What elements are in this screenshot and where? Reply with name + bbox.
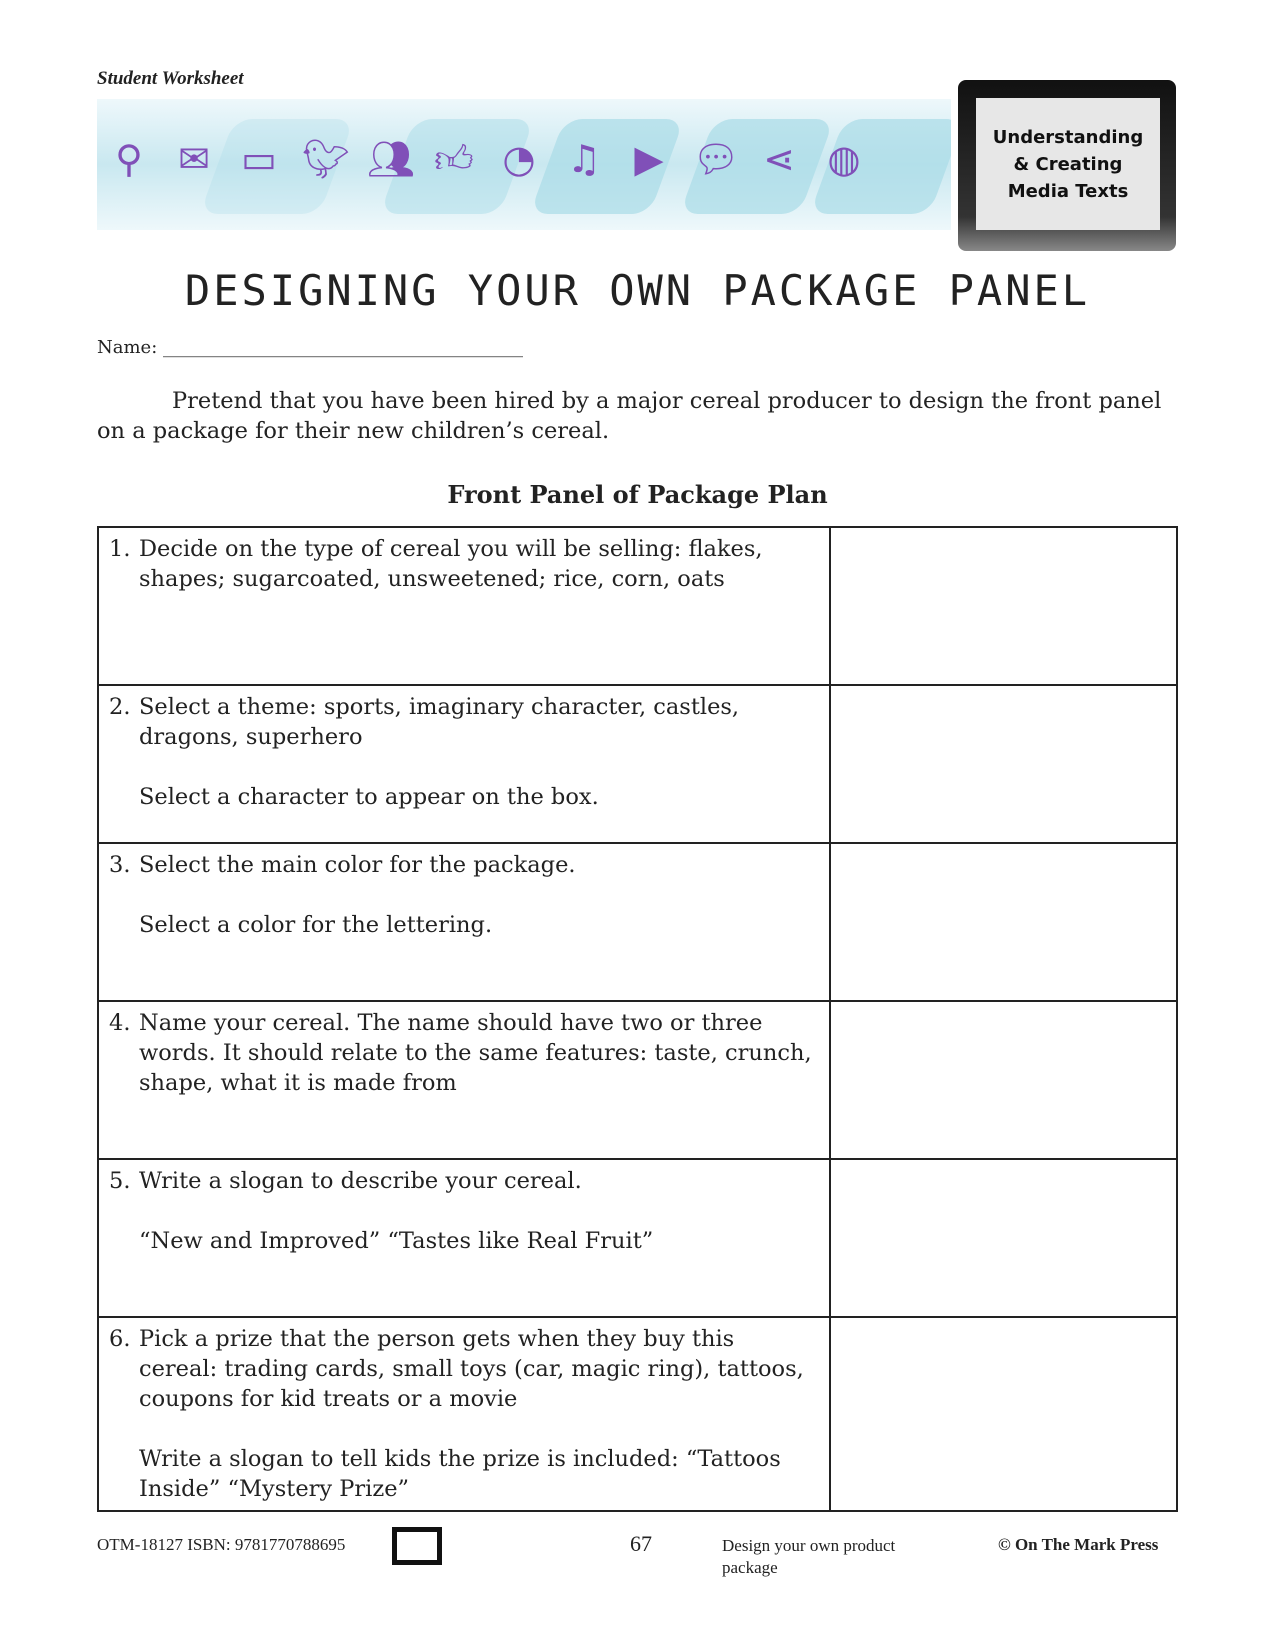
mail-icon: ✉ [178,137,210,181]
twitter-bird-icon: 🐦︎ [302,137,351,181]
prompt-text-2: “New and Improved” “Tastes like Real Fruit” [139,1228,654,1254]
prompt-cell [98,685,830,843]
rss-icon: ◔ [502,137,536,181]
answer-cell[interactable] [830,1159,1177,1317]
chat-bubbles-icon: 💬︎ [692,137,741,181]
item-number: 5. [109,1168,131,1194]
prompt-text: Select the main color for the package. [139,852,576,878]
play-icon: ▶ [634,137,664,181]
search-icon: ⚲ [115,137,143,181]
item-number: 4. [109,1010,131,1036]
footer-description: Design your own product package [722,1536,896,1577]
series-line: Media Texts [1007,180,1129,202]
plan-table [97,526,1178,1512]
people-icon: 👥︎ [367,137,416,181]
name-field[interactable]: Name: ________________________________________ [97,337,523,358]
footer-code: OTM-18127 ISBN: 9781770788695 [97,1535,346,1554]
prompt-cell [98,527,830,685]
prompt-cell [98,1317,830,1511]
item-number: 3. [109,852,131,878]
prompt-text-2: Select a character to appear on the box. [139,784,599,810]
thumbs-up-icon: 👍︎ [434,137,474,181]
page-number: 67 [630,1531,652,1556]
prompt-text: Pick a prize that the person gets when they buy this cereal: trading cards, small toys (car, magic ring), tattoos, coupons for kid treats or a movie [139,1326,804,1412]
series-line: Understanding [992,126,1144,148]
prompt-cell [98,843,830,1001]
intro-paragraph: Pretend that you have been hired by a major cereal producer to design the front panel on a package for their new children’s cereal. [97,388,1162,444]
table-row [98,843,1177,1001]
share-icon: ⋖ [763,137,795,181]
copyright: © On The Mark Press [998,1535,1159,1554]
copier-icon [392,1527,442,1565]
table-row [98,1159,1177,1317]
student-worksheet-label: Student Worksheet [97,68,244,89]
page-title: DESIGNING YOUR OWN PACKAGE PANEL [184,266,1091,315]
item-number: 2. [109,694,131,720]
prompt-cell [98,1159,830,1317]
prompt-text: Select a theme: sports, imaginary character, castles, dragons, superhero [139,694,740,750]
media-icons-banner [97,99,951,230]
laptop-icon: ▭ [241,137,277,181]
globe-icon: ◍ [827,137,861,181]
answer-cell[interactable] [830,685,1177,843]
answer-cell[interactable] [830,527,1177,685]
answer-cell[interactable] [830,1001,1177,1159]
prompt-text-2: Write a slogan to tell kids the prize is included: “Tattoos Inside” “Mystery Prize” [139,1446,781,1502]
table-row [98,527,1177,685]
answer-cell[interactable] [830,843,1177,1001]
table-row [98,1317,1177,1511]
item-number: 6. [109,1326,131,1352]
prompt-text-2: Select a color for the lettering. [139,912,493,938]
series-title [976,98,1160,230]
table-row [98,685,1177,843]
answer-cell[interactable] [830,1317,1177,1511]
tablet-graphic [958,80,1176,251]
prompt-text: Name your cereal. The name should have two or three words. It should relate to the same features: taste, crunch, shape, what it is made from [139,1010,812,1096]
prompt-cell [98,1001,830,1159]
table-row [98,1001,1177,1159]
music-note-icon: ♫ [566,137,602,181]
prompt-text: Decide on the type of cereal you will be selling: flakes, shapes; sugarcoated, unsweetened; rice, corn, oats [139,536,763,592]
prompt-text: Write a slogan to describe your cereal. [139,1168,582,1194]
series-line: & Creating [1013,153,1123,175]
table-title: Front Panel of Package Plan [447,480,828,509]
item-number: 1. [109,536,131,562]
